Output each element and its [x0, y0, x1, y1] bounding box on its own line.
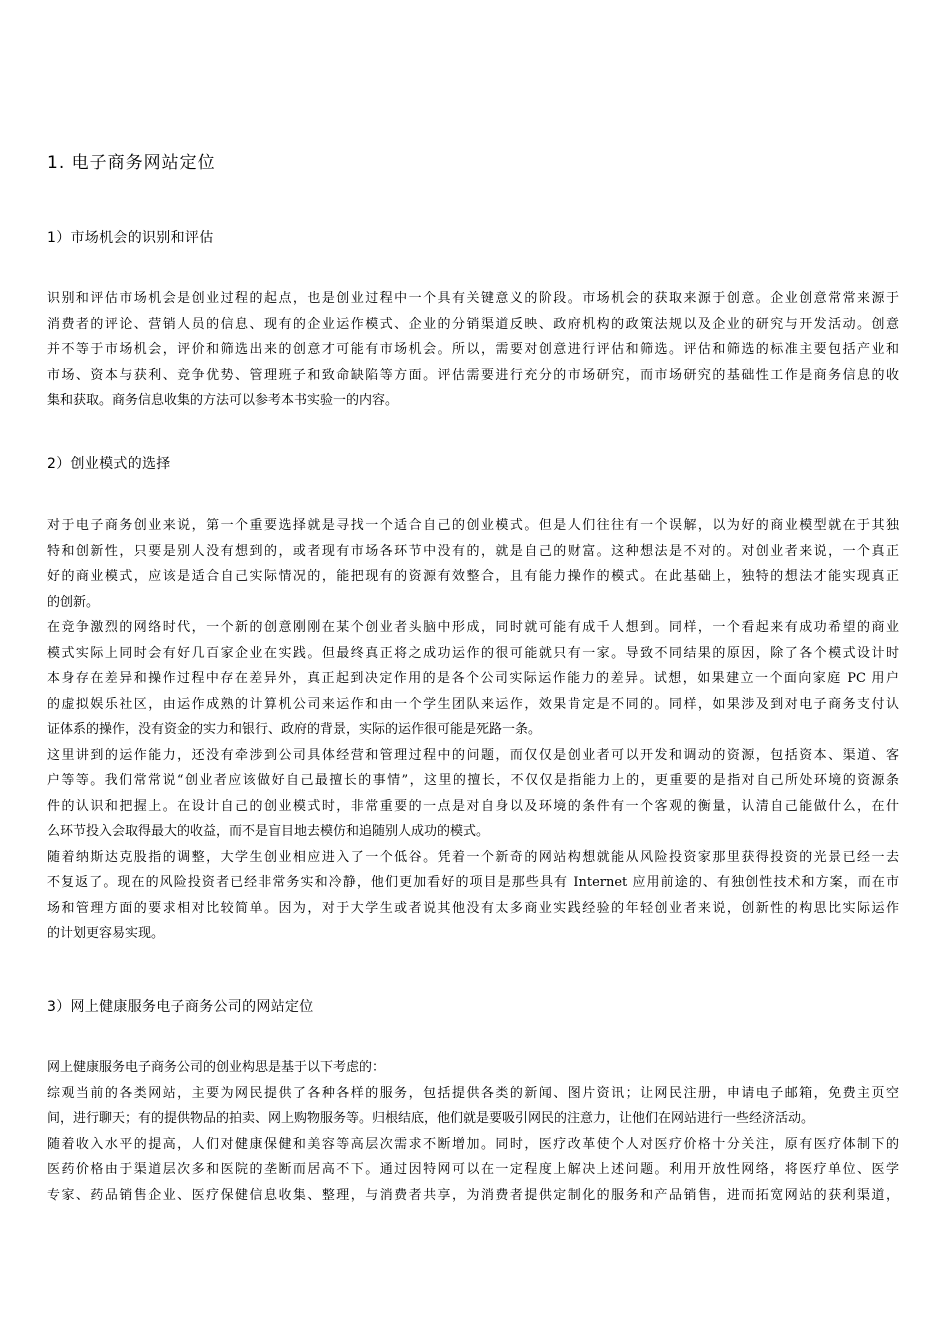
text-line: 特和创新性，只要是别人没有想到的，或者现有市场各环节中没有的，就是自己的财富。这种想法是不对的。对创业者来说，一个真正	[47, 543, 899, 559]
text-line: 的虚拟娱乐社区，由运作成熟的计算机公司来运作和由一个学生团队来运作，效果肯定是不同的。同样，如果涉及到对电子商务支付认	[47, 696, 899, 712]
paragraph	[47, 1055, 899, 1081]
section-heading-business-model: 2）创业模式的选择	[47, 456, 171, 472]
text-line: 对于电子商务创业来说，第一个重要选择就是寻找一个适合自己的创业模式。但是人们往往有一个误解，以为好的商业模型就在于其独	[47, 518, 899, 533]
text-line: 场和管理方面的要求相对比较简单。因为，对于大学生或者说其他没有太多商业实践经验的年轻创业者来说，创新性的构思比实际运作	[47, 900, 899, 916]
paragraph	[47, 845, 899, 947]
text-line: 这里讲到的运作能力，还没有牵涉到公司具体经营和管理过程中的问题，而仅仅是创业者可以开发和调动的资源，包括资本、渠道、客	[47, 747, 899, 763]
text-line: 间，进行聊天；有的提供物品的拍卖、网上购物服务等。归根结底，他们就是要吸引网民的注意力，让他们在网站进行一些经济活动。	[47, 1111, 815, 1126]
text-line: 件的认识和把握上。在设计自己的创业模式时，非常重要的一点是对自身以及环境的条件有一个客观的衡量，认清自己能做什么，在什	[47, 798, 899, 814]
text-line: 户等等。我们常常说“创业者应该做好自己最擅长的事情”，这里的擅长，不仅仅是指能力上的，更重要的是指对自己所处环境的资源条	[47, 773, 899, 788]
text-line: 的计划更容易实现。	[47, 926, 165, 941]
text-line: 识别和评估市场机会是创业过程的起点，也是创业过程中一个具有关键意义的阶段。市场机会的获取来源于创意。企业创意常常来源于	[47, 291, 899, 306]
text-line: 的创新。	[47, 594, 100, 610]
section-body-market-opportunity	[47, 286, 899, 414]
text-line: 随着纳斯达克股指的调整，大学生创业相应进入了一个低谷。凭着一个新奇的网站构想就能从风险投资家那里获得投资的光景已经一去	[47, 849, 899, 865]
paragraph	[47, 286, 899, 414]
text-line: 市场、资本与获利、竞争优势、管理班子和致命缺陷等方面。评估需要进行充分的市场研究，而市场研究的基础性工作是商务信息的收	[47, 367, 899, 383]
text-line: 模式实际上同时会有好几百家企业在实践。但最终真正将之成功运作的很可能就只有一家。导致不同结果的原因，除了各个模式设计时	[47, 645, 899, 661]
paragraph	[47, 1132, 899, 1209]
text-line: 综观当前的各类网站，主要为网民提供了各种各样的服务，包括提供各类的新闻、图片资讯；让网民注册，申请电子邮箱，免费主页空	[47, 1085, 899, 1101]
text-line: 并不等于市场机会，评价和筛选出来的创意才可能有市场机会。所以，需要对创意进行评估和筛选。评估和筛选的标准主要包括产业和	[47, 342, 899, 357]
text-line: 证体系的操作，没有资金的实力和银行、政府的背景，实际的运作很可能是死路一条。	[47, 722, 542, 737]
section-body-business-model	[47, 513, 899, 947]
paragraph	[47, 615, 899, 743]
text-line: 在竞争激烈的网络时代，一个新的创意刚刚在某个创业者头脑中形成，同时就可能有成千人想到。同样，一个看起来有成功希望的商业	[47, 620, 899, 635]
paragraph	[47, 743, 899, 845]
text-line: 么环节投入会取得最大的收益，而不是盲目地去模仿和追随别人成功的模式。	[47, 824, 490, 839]
text-line: 医药价格由于渠道层次多和医院的垄断而居高不下。通过因特网可以在一定程度上解决上述问题。利用开放性网络，将医疗单位、医学	[47, 1162, 899, 1177]
text-line: 集和获取。商务信息收集的方法可以参考本书实验一的内容。	[47, 393, 399, 408]
text-line: 消费者的评论、营销人员的信息、现有的企业运作模式、企业的分销渠道反映、政府机构的政策法规以及企业的研究与开发活动。创意	[47, 316, 899, 332]
section-body-health-website-positioning	[47, 1055, 899, 1208]
document-title: 1. 电子商务网站定位	[47, 153, 216, 173]
text-line: 随着收入水平的提高，人们对健康保健和美容等高层次需求不断增加。同时，医疗改革使个人对医疗价格十分关注，原有医疗体制下的	[47, 1136, 899, 1152]
text-line: 专家、药品销售企业、医疗保健信息收集、整理，与消费者共享，为消费者提供定制化的服务和产品销售，进而拓宽网站的获利渠道，	[47, 1187, 899, 1203]
section-heading-market-opportunity: 1）市场机会的识别和评估	[47, 230, 214, 246]
text-line: 网上健康服务电子商务公司的创业构思是基于以下考虑的：	[47, 1060, 386, 1075]
paragraph	[47, 513, 899, 615]
text-line: 好的商业模式，应该是适合自己实际情况的，能把现有的资源有效整合，且有能力操作的模式。在此基础上，独特的想法才能实现真正	[47, 569, 899, 584]
section-heading-health-website-positioning: 3）网上健康服务电子商务公司的网站定位	[47, 999, 314, 1015]
paragraph	[47, 1081, 899, 1132]
text-line: 不复返了。现在的风险投资者已经非常务实和冷静，他们更加看好的项目是那些具有 Internet 应用前途的、有独创性技术和方案，而在市	[47, 875, 899, 890]
text-line: 本身存在差异和操作过程中存在差异外，真正起到决定作用的是各个公司实际运作能力的差异。试想，如果建立一个面向家庭 PC 用户	[47, 671, 899, 686]
